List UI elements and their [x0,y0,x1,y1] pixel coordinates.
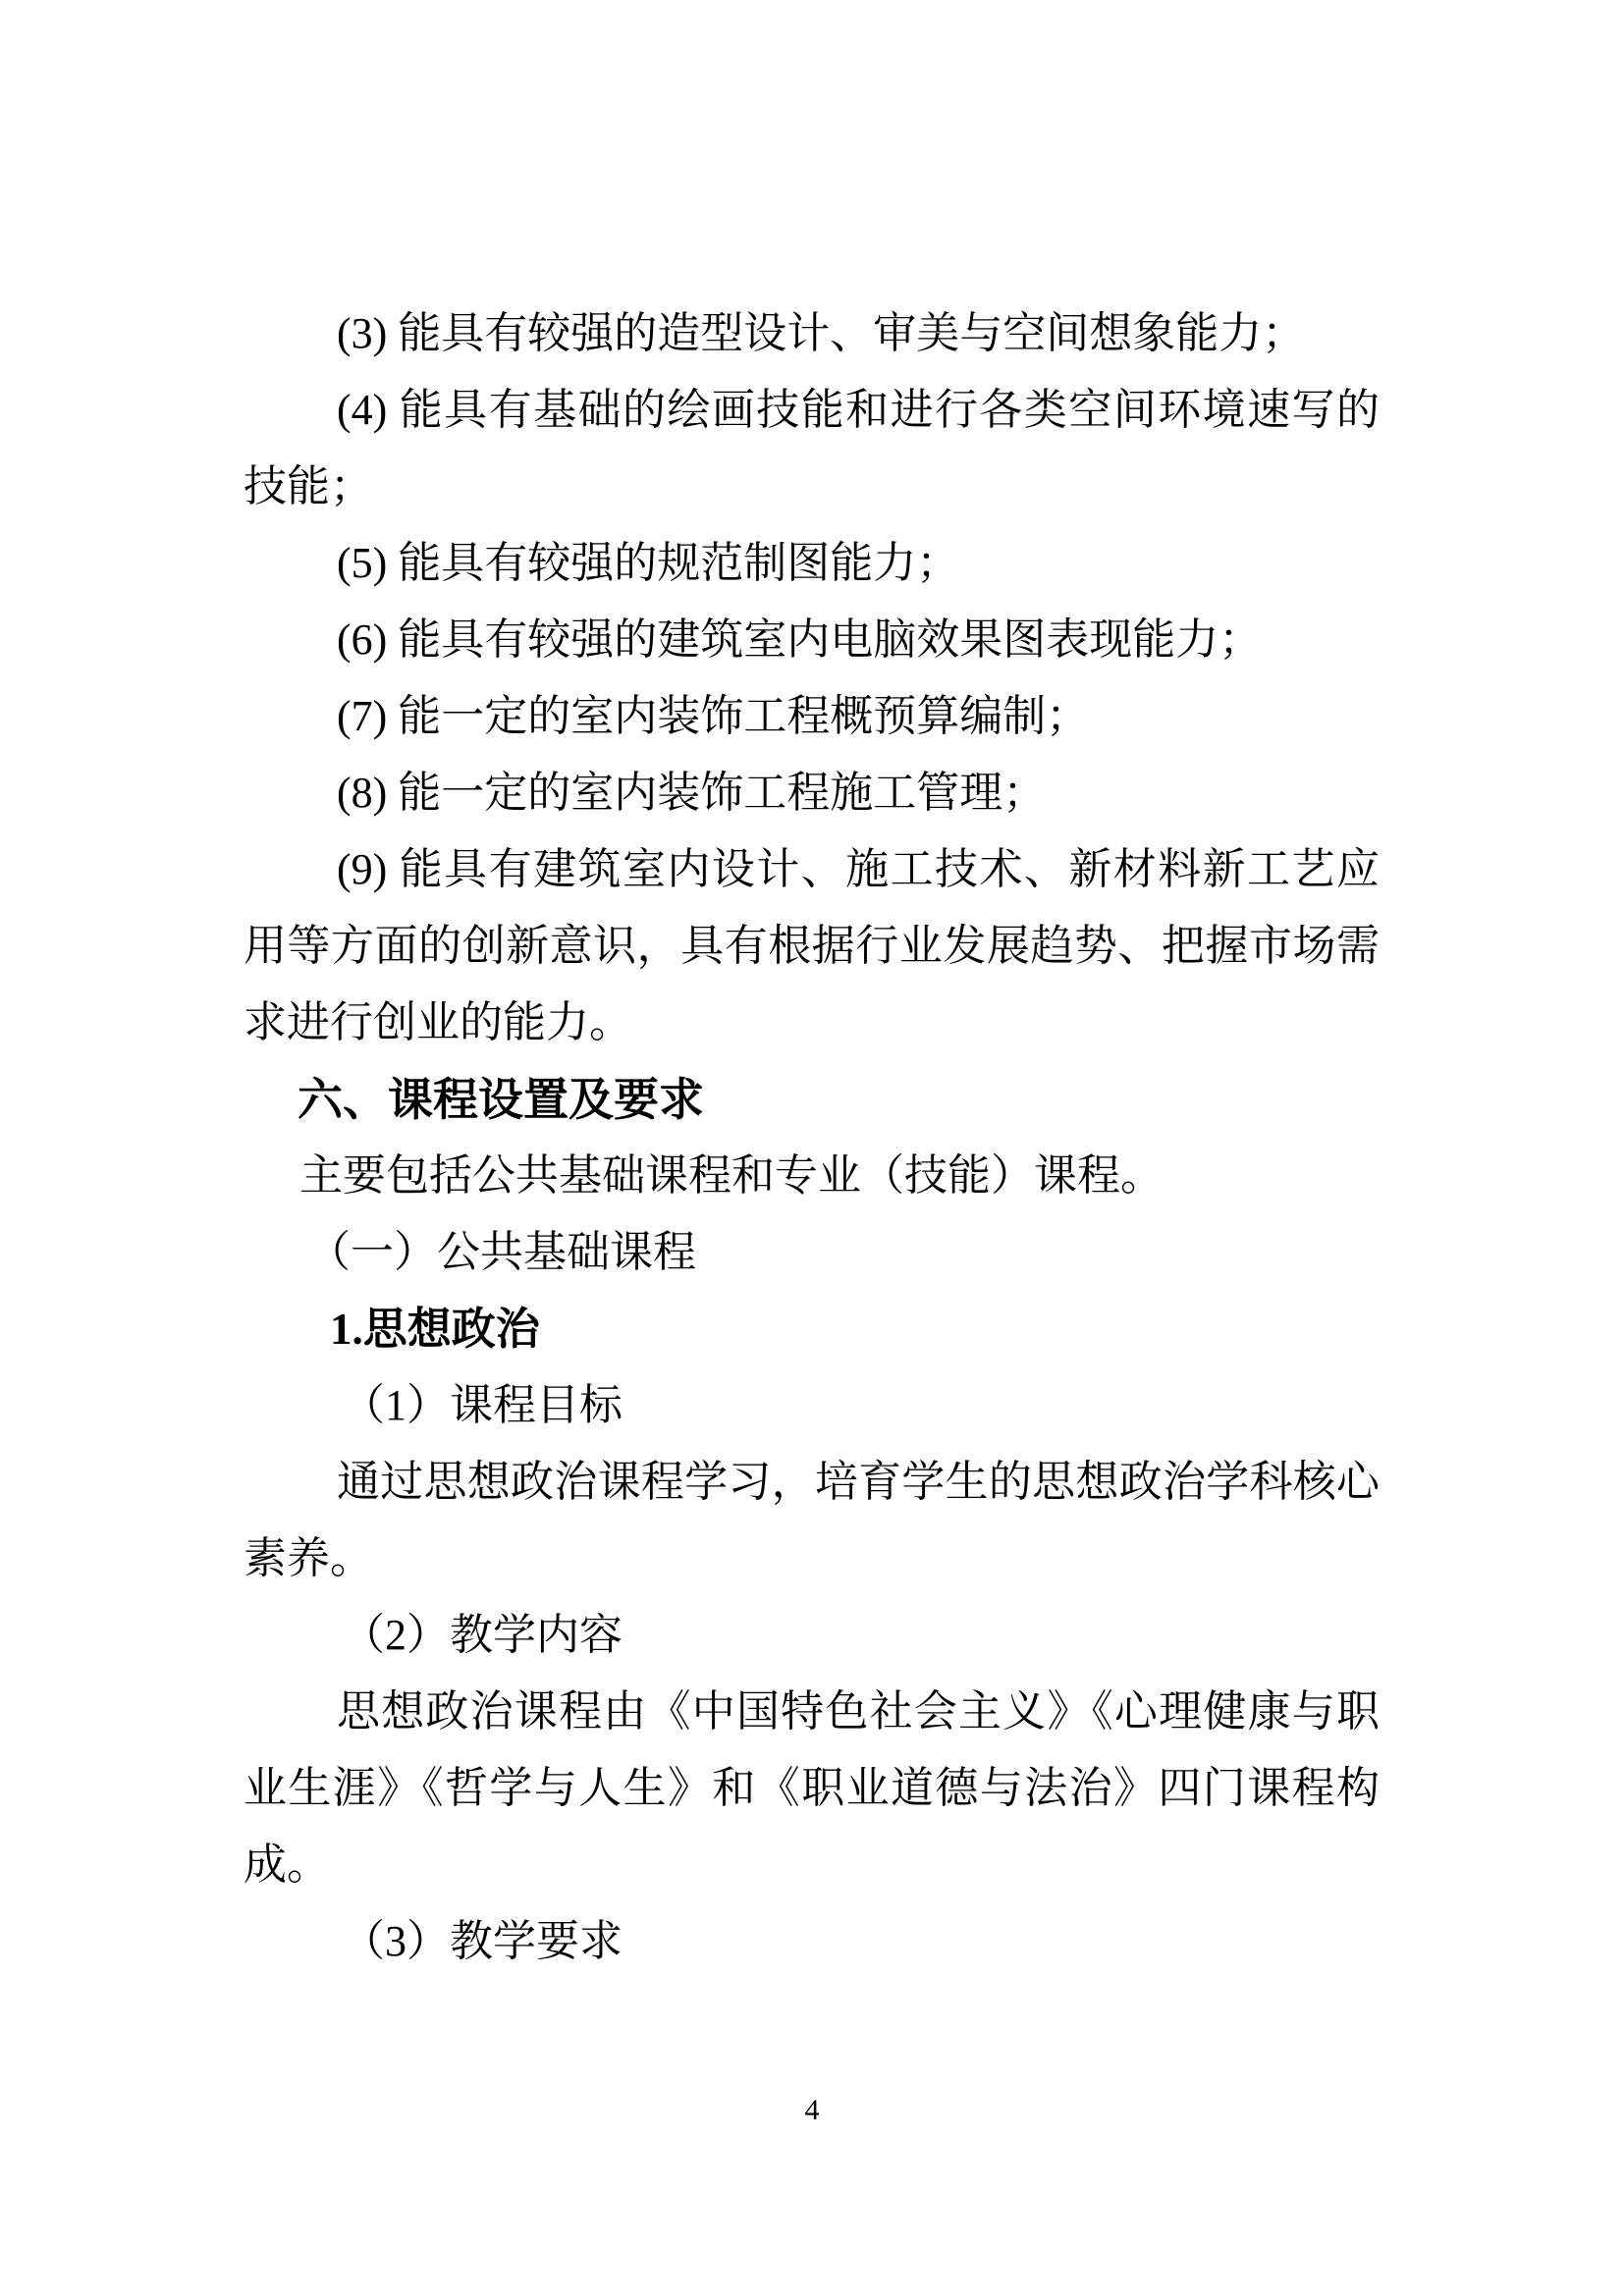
text-line-11: 六、课程设置及要求 [298,1074,704,1125]
page-number: 4 [804,2094,820,2126]
text-line-9: 用等方面的创新意识，具有根据行业发展趋势、把握市场需 [244,922,1380,970]
text-line-3: 技能； [244,462,373,510]
text-line-20: 业生涯》《哲学与人生》和《职业道德与法治》四门课程构 [244,1764,1380,1812]
text-line-1: (3) 能具有较强的造型设计、审美与空间想象能力； [337,309,1306,357]
text-line-17: 素养。 [244,1534,373,1582]
text-line-5: (6) 能具有较强的建筑室内电脑效果图表现能力； [337,615,1263,664]
text-line-19: 思想政治课程由《中国特色社会主义》《心理健康与职 [337,1687,1380,1735]
text-line-14: 1.思想政治 [330,1305,540,1354]
text-line-10: 求进行创业的能力。 [244,998,632,1046]
text-line-7: (8) 能一定的室内装饰工程施工管理； [337,769,1047,817]
text-line-22: （3）教学要求 [342,1917,623,1965]
text-line-21: 成。 [244,1841,330,1889]
text-line-16: 通过思想政治课程学习，培育学生的思想政治学科核心 [337,1458,1380,1506]
text-line-12: 主要包括公共基础课程和专业（技能）课程。 [299,1151,1164,1200]
text-line-2: (4) 能具有基础的绘画技能和进行各类空间环境速写的 [337,386,1380,434]
text-line-8: (9) 能具有建筑室内设计、施工技术、新材料新工艺应 [337,845,1380,893]
text-line-4: (5) 能具有较强的规范制图能力； [337,539,960,587]
text-line-6: (7) 能一定的室内装饰工程概预算编制； [337,692,1090,740]
text-line-13: （一）公共基础课程 [307,1228,696,1276]
text-line-15: （1）课程目标 [342,1381,623,1429]
text-line-18: （2）教学内容 [342,1611,623,1659]
